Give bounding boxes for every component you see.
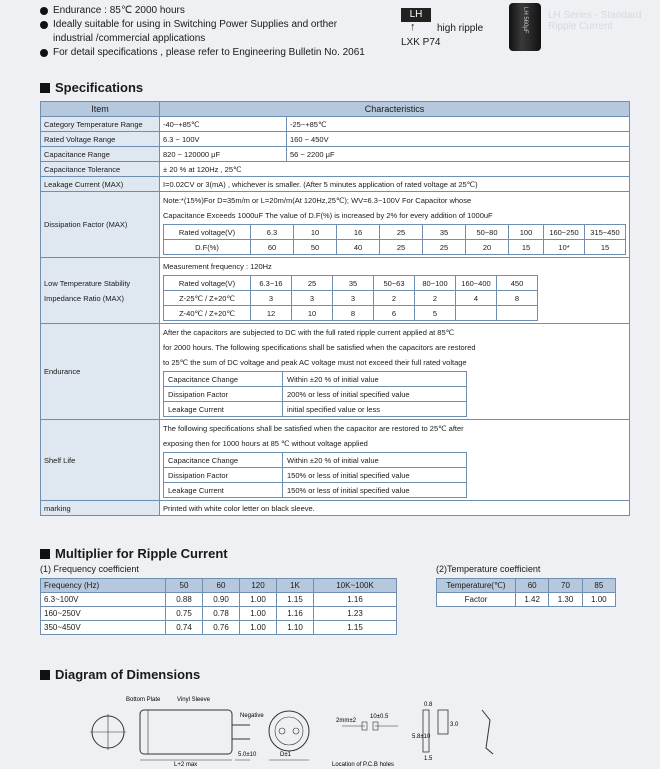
df-voltage-row — [164, 225, 626, 240]
capacitor-photo: LH 560μF — [509, 3, 541, 51]
spec-label — [41, 258, 160, 324]
df-cell: 10* — [544, 240, 585, 255]
endurance-text-3: to 25℃ the sum of DC voltage and peak AC voltage must not exceed their full rated voltage — [163, 358, 467, 367]
section-square-icon — [40, 83, 50, 93]
spec-label: Leakage Current (MAX) — [41, 177, 160, 192]
lts-cell: 80~100 — [415, 276, 456, 291]
lts-cell: 35 — [333, 276, 374, 291]
lts-cell: 2 — [415, 291, 456, 306]
freq-cell: 350~450V — [41, 621, 166, 635]
df-cell: 25 — [380, 225, 423, 240]
spec-label: Capacitance Range — [41, 147, 160, 162]
spec-section-title: Specifications — [40, 80, 143, 95]
spec-head-char: Characteristics — [160, 102, 630, 117]
freq-cell: 1.15 — [277, 593, 314, 607]
series-description: high ripple — [437, 23, 484, 34]
pcb-holes-label: Location of P.C.B holes — [332, 762, 394, 768]
endurance-text-2: for 2000 hours. The following specifications shall be satisfied when the capacitors are restored — [163, 343, 476, 352]
bullet-suitable: Ideally suitable for using in Switching Power Supplies and orther — [40, 18, 365, 32]
up-arrow-icon: ↑ — [410, 21, 416, 33]
bullet-dot-icon — [40, 7, 48, 15]
cond-key: Leakage Current — [164, 402, 283, 417]
lts-table — [163, 275, 538, 321]
freq-head: 60 — [203, 579, 240, 593]
lts-cell — [456, 306, 497, 321]
df-cell: 10 — [294, 225, 337, 240]
bullet-suitable-cont: industrial /commercial applications — [53, 33, 206, 44]
dim-section-title: Diagram of Dimensions — [40, 667, 200, 682]
spec-row-cap-range — [41, 147, 630, 162]
spec-row-dissipation — [41, 192, 630, 258]
df-value-row — [164, 240, 626, 255]
series-page-ref: LXK P74 — [401, 37, 441, 48]
spec-label: Capacitance Tolerance — [41, 162, 160, 177]
temp-header-row — [437, 579, 616, 593]
freq-cell: 1.16 — [277, 607, 314, 621]
freq-coef-table — [40, 578, 397, 635]
df-cell: 40 — [337, 240, 380, 255]
vinyl-sleeve-label: Vinyl Sleeve — [177, 697, 210, 703]
df-cell: 35 — [423, 225, 466, 240]
freq-cell: 0.88 — [166, 593, 203, 607]
lts-cell: 12 — [251, 306, 292, 321]
lts-cell: 3 — [333, 291, 374, 306]
freq-coef-title: (1) Frequency coefficient — [40, 564, 139, 574]
freq-head: 10K~100K — [314, 579, 397, 593]
lts-cell: 450 — [497, 276, 538, 291]
freq-cell: 0.75 — [166, 607, 203, 621]
df-note-2: Capacitance Exceeds 1000uF The value of D.F(%) is increased by 2% for every addition of 1000uF — [163, 211, 493, 220]
end-view-drawing — [90, 714, 126, 750]
section-square-icon — [40, 549, 50, 559]
lts-cell: 10 — [292, 306, 333, 321]
df-cell: 100 — [509, 225, 544, 240]
dimension-diagram — [90, 690, 650, 769]
freq-cell: 1.16 — [314, 593, 397, 607]
freq-cell: 1.10 — [277, 621, 314, 635]
df-cell: 16 — [337, 225, 380, 240]
lts-row-label: Z-25℃ / Z+20℃ — [164, 291, 251, 306]
freq-row — [41, 593, 397, 607]
cond-key: Capacitance Change — [164, 453, 283, 468]
freq-header-row — [41, 579, 397, 593]
negative-label: Negative — [240, 713, 264, 719]
lts-cell: 8 — [333, 306, 374, 321]
spec-value — [160, 420, 630, 501]
df-note-1: Note:*(15%)For D=35m/m or L=20m/m(At 120Hz,25℃); WV=6.3~100V For Capacitor whose — [163, 196, 472, 205]
spec-value: 160 ~ 450V — [287, 132, 630, 147]
spec-value — [160, 192, 630, 258]
lts-label-1: Low Temperature Stability — [44, 278, 131, 288]
cond-value: Within ±20 % of initial value — [283, 453, 467, 468]
temp-cell: 1.00 — [582, 593, 615, 607]
spec-head-item: Item — [41, 102, 160, 117]
series-code-badge: LH — [401, 8, 431, 22]
section-square-icon — [40, 670, 50, 680]
freq-cell: 6.3~100V — [41, 593, 166, 607]
spec-value: 6.3 ~ 100V — [160, 132, 287, 147]
df-cell: 25 — [380, 240, 423, 255]
lts-cell: 6.3~16 — [251, 276, 292, 291]
spec-label: Endurance — [41, 324, 160, 420]
freq-cell: 1.00 — [240, 607, 277, 621]
lts-cell: 50~63 — [374, 276, 415, 291]
shelf-row — [164, 453, 467, 468]
bottom-plate-label: Bottom Plate — [126, 697, 161, 703]
lts-cell: 3 — [292, 291, 333, 306]
spec-row-cap-tolerance — [41, 162, 630, 177]
temp-head: 60 — [516, 579, 549, 593]
spec-label: Rated Voltage Range — [41, 132, 160, 147]
spec-row-endurance — [41, 324, 630, 420]
df-row-label: D.F(%) — [164, 240, 251, 255]
lts-cell: 160~400 — [456, 276, 497, 291]
freq-row — [41, 607, 397, 621]
freq-head: 50 — [166, 579, 203, 593]
ghost-title: LH Series - Standard Ripple Current — [548, 10, 642, 32]
df-cell: 315~450 — [585, 225, 626, 240]
freq-cell: 1.00 — [240, 593, 277, 607]
lts-cell: 2 — [374, 291, 415, 306]
temp-cell: Factor — [437, 593, 516, 607]
freq-cell: 0.78 — [203, 607, 240, 621]
spec-value: -25~+85℃ — [287, 117, 630, 132]
temp-row — [437, 593, 616, 607]
temp-head: 70 — [549, 579, 582, 593]
terminal-height-label: 5.8±10 — [412, 734, 431, 740]
shelf-row — [164, 483, 467, 498]
terminal-detail-drawing — [423, 710, 493, 754]
df-cell: 60 — [251, 240, 294, 255]
temp-coef-title: (2)Temperature coefficient — [436, 564, 541, 574]
lts-row-label: Z-40℃ / Z+20℃ — [164, 306, 251, 321]
header-bullets — [40, 4, 365, 60]
endurance-row — [164, 387, 467, 402]
df-row-label: Rated voltage(V) — [164, 225, 251, 240]
spec-header-row — [41, 102, 630, 117]
spec-value: 820 ~ 120000 μF — [160, 147, 287, 162]
freq-row — [41, 621, 397, 635]
length-label: L+2 max — [174, 762, 198, 768]
cond-key: Dissipation Factor — [164, 387, 283, 402]
spec-label: Dissipation Factor (MAX) — [41, 192, 160, 258]
spec-row-shelf-life — [41, 420, 630, 501]
shelf-table — [163, 452, 467, 498]
shelf-row — [164, 468, 467, 483]
lts-cell: 6 — [374, 306, 415, 321]
spec-row-cat-temp — [41, 117, 630, 132]
bullet-dot-icon — [40, 21, 48, 29]
freq-cell: 1.00 — [240, 621, 277, 635]
spec-label: Category Temperature Range — [41, 117, 160, 132]
df-cell: 20 — [466, 240, 509, 255]
endurance-text-1: After the capacitors are subjected to DC with the full rated ripple current applied at 85℃ — [163, 328, 455, 337]
df-cell: 15 — [585, 240, 626, 255]
spec-value: -40~+85℃ — [160, 117, 287, 132]
freq-head: 120 — [240, 579, 277, 593]
cond-key: Dissipation Factor — [164, 468, 283, 483]
cond-value: 200% or less of initial specified value — [283, 387, 467, 402]
lead-length-label: 5.0±10 — [238, 752, 257, 758]
spec-row-low-temp — [41, 258, 630, 324]
bullet-bulletin: For detail specifications , please refer to Engineering Bulletin No. 2061 — [40, 46, 365, 60]
temp-cell: 1.42 — [516, 593, 549, 607]
temp-head: Temperature(℃) — [437, 579, 516, 593]
lts-cell: 8 — [497, 291, 538, 306]
df-cell: 6.3 — [251, 225, 294, 240]
lts-label-2: Impedance Ratio (MAX) — [44, 293, 125, 303]
side-view-drawing — [140, 710, 250, 760]
spec-value: ± 20 % at 120Hz , 25℃ — [160, 162, 630, 177]
lts-voltage-row — [164, 276, 538, 291]
shelf-text-1: The following specifications shall be satisfied when the capacitor are restored to 25℃ after — [163, 424, 464, 433]
freq-cell: 0.74 — [166, 621, 203, 635]
freq-head: Frequency (Hz) — [41, 579, 166, 593]
cond-value: initial specified value or less — [283, 402, 467, 417]
freq-head: 1K — [277, 579, 314, 593]
temp-head: 85 — [582, 579, 615, 593]
hole-spacing-label: 2mm±2 — [336, 718, 356, 724]
diameter-label: D±1 — [280, 752, 291, 758]
endurance-row — [164, 402, 467, 417]
spec-table — [40, 101, 630, 516]
lts-cell: 25 — [292, 276, 333, 291]
spec-value: I=0.02CV or 3(mA) , whichever is smaller. (After 5 minutes application of rated voltage at 25℃) — [160, 177, 630, 192]
cond-value: 150% or less of initial specified value — [283, 468, 467, 483]
terminal-pitch-label: 1.5 — [424, 756, 433, 762]
df-cell: 25 — [423, 240, 466, 255]
pitch-label: 10±0.5 — [370, 714, 389, 720]
df-cell: 50 — [294, 240, 337, 255]
freq-cell: 1.15 — [314, 621, 397, 635]
spec-value — [160, 324, 630, 420]
cond-key: Capacitance Change — [164, 372, 283, 387]
spec-value — [160, 258, 630, 324]
bullet-endurance: Endurance : 85℃ 2000 hours — [40, 4, 365, 18]
terminal-width-label: 0.8 — [424, 702, 433, 708]
lts-z25-row — [164, 291, 538, 306]
spec-row-rated-voltage — [41, 132, 630, 147]
df-table — [163, 224, 626, 255]
ripple-section-title: Multiplier for Ripple Current — [40, 546, 228, 561]
bullet-dot-icon — [40, 49, 48, 57]
spec-label: Shelf Life — [41, 420, 160, 501]
spec-value: 56 ~ 2200 μF — [287, 147, 630, 162]
df-cell: 50~80 — [466, 225, 509, 240]
endurance-table — [163, 371, 467, 417]
spec-label: marking — [41, 501, 160, 516]
lts-cell: 4 — [456, 291, 497, 306]
lts-z40-row — [164, 306, 538, 321]
spec-value: Printed with white color letter on black sleeve. — [160, 501, 630, 516]
spec-row-leakage — [41, 177, 630, 192]
df-cell: 160~250 — [544, 225, 585, 240]
cond-value: 150% or less of initial specified value — [283, 483, 467, 498]
freq-cell: 160~250V — [41, 607, 166, 621]
lts-cell: 5 — [415, 306, 456, 321]
df-cell: 15 — [509, 240, 544, 255]
temp-coef-table — [436, 578, 616, 607]
lts-freq: Measurement frequency : 120Hz — [163, 262, 272, 271]
shelf-text-2: exposing then for 1000 hours at 85 ℃ without voltage applied — [163, 439, 368, 448]
freq-cell: 0.76 — [203, 621, 240, 635]
lts-cell: 3 — [251, 291, 292, 306]
spec-row-marking — [41, 501, 630, 516]
cond-key: Leakage Current — [164, 483, 283, 498]
lts-cell — [497, 306, 538, 321]
lts-row-label: Rated voltage(V) — [164, 276, 251, 291]
endurance-row — [164, 372, 467, 387]
terminal-tip-label: 3.0 — [450, 722, 459, 728]
temp-cell: 1.30 — [549, 593, 582, 607]
freq-cell: 0.90 — [203, 593, 240, 607]
freq-cell: 1.23 — [314, 607, 397, 621]
cond-value: Within ±20 % of initial value — [283, 372, 467, 387]
